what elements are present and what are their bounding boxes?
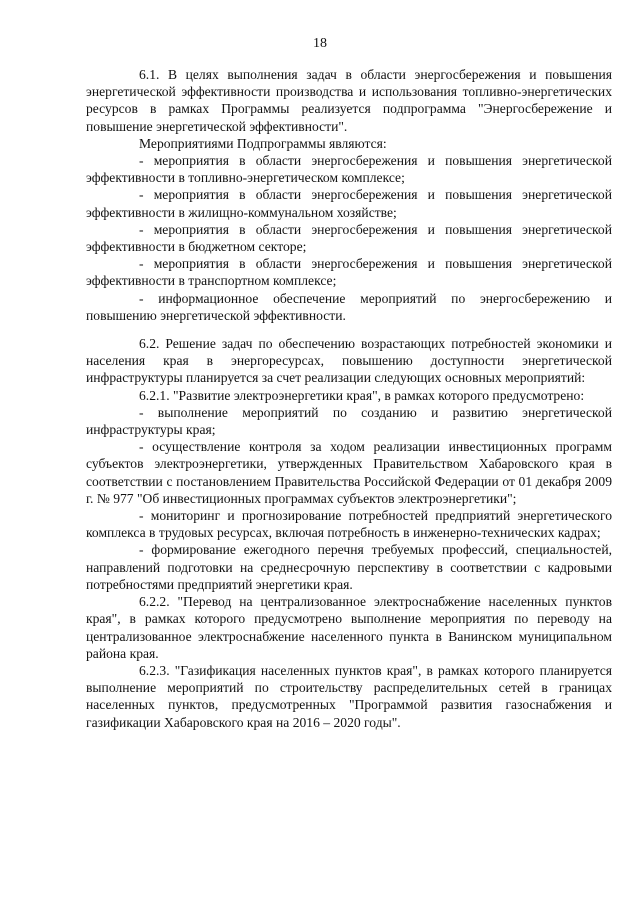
list-item-transport-complex: - мероприятия в области энергосбережения и повышения энергетической эффективности в транспортном комплексе; [86,256,612,289]
list-item-professions-list: - формирование ежегодного перечня требуемых профессий, специальностей, направлений подготовки на среднесрочную перспективу в соответствии с кадровыми потребностями предприятий энергетики края. [86,542,612,592]
paragraph-6-2: 6.2. Решение задач по обеспечению возрастающих потребностей экономики и населения края в энергоресурсах, повышению доступности энергетической инфраструктуры планируется за счет реализации следующих основных мероприятий: [86,336,612,386]
list-item-budget-sector: - мероприятия в области энергосбережения и повышения энергетической эффективности в бюджетном секторе; [86,221,612,255]
list-item-fuel-energy-complex: - мероприятия в области энергосбережения и повышения энергетической эффективности в топливно-энергетическом комплексе; [86,153,612,186]
paragraph-6-2-3: 6.2.3. "Газификация населенных пунктов края", в рамках которого планируется выполнение мероприятий по строительству распределительных сетей в границах населенных пунктов, предусмотренных "Программой развития газоснабжения и газификации Хабаровского края на 2016 – 2020 годы". [86,662,612,730]
list-item-housing-utilities: - мероприятия в области энергосбережения и повышения энергетической эффективности в жилищно-коммунальном хозяйстве; [86,187,612,220]
document-body [86,66,612,731]
paragraph-6-2-2: 6.2.2. "Перевод на централизованное электроснабжение населенных пунктов края", в рамках которого предусмотрено выполнение мероприятия по переводу на централизованное электроснабжение населенного пункта в Ванинском муниципальном района края. [86,594,612,661]
list-item-information-support: - информационное обеспечение мероприятий по энергосбережению и повышению энергетической эффективности. [86,290,612,323]
list-item-investment-control: - осуществление контроля за ходом реализации инвестиционных программ субъектов электроэнергетики, утвержденных Правительством Хабаровского края в соответствии с постановлением Правительства Российской Федерации от 01 декабря 2009 г. № 977 "Об инвестиционных программах субъектов электроэнергетики"; [86,439,612,506]
list-item-monitoring: - мониторинг и прогнозирование потребностей предприятий энергетического комплекса в трудовых ресурсах, включая потребность в инженерно-технических кадрах; [86,508,612,541]
paragraph-measures-intro: Мероприятиями Подпрограммы являются: [139,135,387,151]
list-item-infrastructure: - выполнение мероприятий по созданию и развитию энергетической инфраструктуры края; [86,404,612,438]
paragraph-6-1: 6.1. В целях выполнения задач в области энергосбережения и повышения энергетической эффективности производства и использования топливно-энергетических ресурсов в рамках Программы реализуется подпрограмма "Энергосбережение и повышение энергетической эффективности". [86,67,612,134]
paragraph-6-2-1: 6.2.1. "Развитие электроэнергетики края", в рамках которого предусмотрено: [139,387,585,403]
page-number: 18 [313,36,327,51]
